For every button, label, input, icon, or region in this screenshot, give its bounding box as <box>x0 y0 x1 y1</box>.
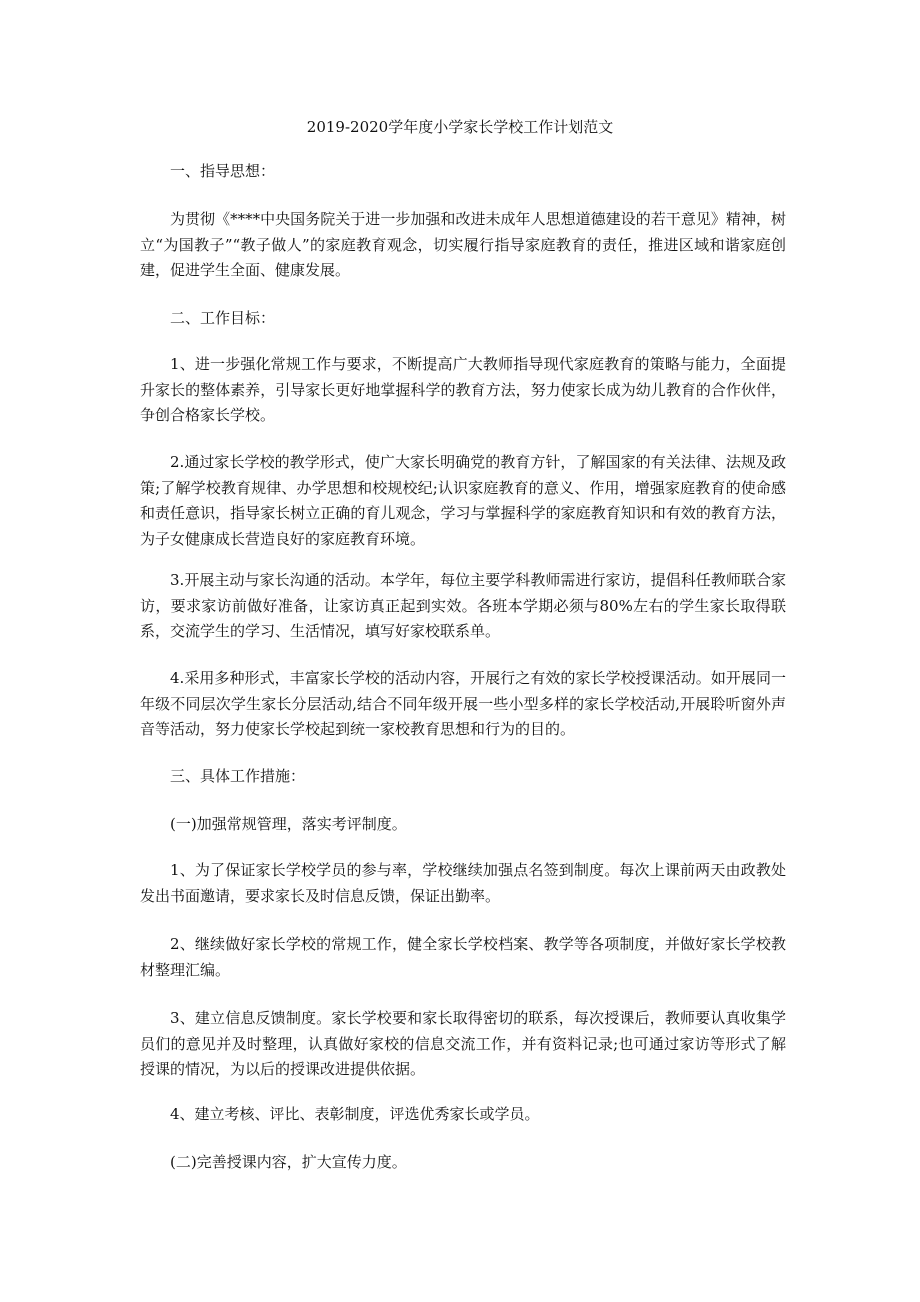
subsection-heading-course-content: (二)完善授课内容，扩大宣传力度。 <box>170 1153 407 1171</box>
paragraph-goal-2: 2.通过家长学校的教学形式，使广大家长明确党的教育方针，了解国家的有关法律、法规及政策;了解学校教育规律、办学思想和校规校纪;认识家庭教育的意义、作用，增强家庭教育的使命感和责任意识，指导家长树立正确的育儿观念，学习与掌握科学的家庭教育知识和有效的教育方法，为子女健康成长营造良好的家庭教育环境。 <box>140 453 786 548</box>
paragraph-measure-1: 1、为了保证家长学校学员的参与率，学校继续加强点名签到制度。每次上课前两天由政教处发出书面邀请，要求家长及时信息反馈，保证出勤率。 <box>140 861 786 905</box>
paragraph-guiding-ideology: 为贯彻《****中央国务院关于进一步加强和改进未成年人思想道德建设的若干意见》精神，树立“为国教子”“教子做人”的家庭教育观念，切实履行指导家庭教育的责任，推进区域和谐家庭创建，促进学生全面、健康发展。 <box>140 210 786 279</box>
section-heading-measures: 三、具体工作措施： <box>170 767 306 785</box>
document-title: 2019-2020学年度小学家长学校工作计划范文 <box>306 118 614 136</box>
paragraph-goal-4: 4.采用多种形式，丰富家长学校的活动内容，开展行之有效的家长学校授课活动。如开展同一年级不同层次学生家长分层活动,结合不同年级开展一些小型多样的家长学校活动,开展聆听窗外声音等活动，努力使家长学校起到统一家校教育思想和行为的目的。 <box>140 669 786 738</box>
paragraph-measure-3: 3、建立信息反馈制度。家长学校要和家长取得密切的联系，每次授课后，教师要认真收集学员们的意见并及时整理，认真做好家校的信息交流工作，并有资料记录;也可通过家访等形式了解授课的情况，为以后的授课改进提供依据。 <box>140 1009 786 1078</box>
subsection-heading-routine-management: (一)加强常规管理，落实考评制度。 <box>170 815 407 833</box>
paragraph-goal-3: 3.开展主动与家长沟通的活动。本学年，每位主要学科教师需进行家访，提倡科任教师联合家访，要求家访前做好准备，让家访真正起到实效。各班本学期必须与80%左右的学生家长取得联系，交流学生的学习、生活情况，填写好家校联系单。 <box>140 571 786 640</box>
paragraph-measure-2: 2、继续做好家长学校的常规工作，健全家长学校档案、教学等各项制度，并做好家长学校教材整理汇编。 <box>140 935 786 979</box>
paragraph-goal-1: 1、进一步强化常规工作与要求，不断提高广大教师指导现代家庭教育的策略与能力，全面提升家长的整体素养，引导家长更好地掌握科学的教育方法，努力使家长成为幼儿教育的合作伙伴，争创合格家长学校。 <box>140 355 786 424</box>
section-heading-guiding-ideology: 一、指导思想： <box>170 162 276 180</box>
section-heading-work-goals: 二、工作目标： <box>170 309 276 327</box>
paragraph-measure-4: 4、建立考核、评比、表彰制度，评选优秀家长或学员。 <box>170 1105 540 1123</box>
